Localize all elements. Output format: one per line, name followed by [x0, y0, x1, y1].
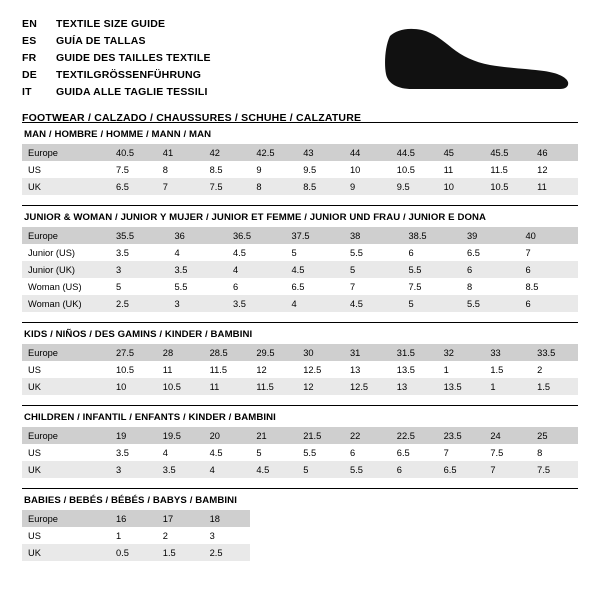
cell: 0.5	[110, 544, 157, 561]
cell: 4.5	[250, 461, 297, 478]
cell: 8	[467, 281, 473, 292]
cell: 44	[344, 144, 391, 161]
cell: 45.5	[484, 144, 531, 161]
row-label: Woman (UK)	[22, 295, 110, 312]
section-title: BABIES / BEBÉS / BÉBÉS / BABYS / BAMBINI	[22, 488, 578, 510]
cell: 10.5	[116, 364, 135, 375]
cell: 31	[344, 344, 391, 361]
cell: 8.5	[209, 164, 223, 175]
cell-empty	[438, 510, 485, 527]
cell: 36	[169, 227, 228, 244]
cell-empty	[438, 527, 485, 544]
cell: 21.5	[297, 427, 344, 444]
cell: 3	[110, 261, 169, 278]
cell: 33.5	[531, 344, 578, 361]
cell: 7.5	[204, 178, 251, 195]
language-title: GUIDE DES TAILLES TEXTILE	[56, 52, 211, 64]
cell: 12.5	[344, 378, 391, 395]
cell-empty	[484, 544, 531, 561]
cell: 7.5	[408, 281, 422, 292]
cell: 6	[408, 247, 414, 258]
cell: 38.5	[403, 227, 462, 244]
cell: 25	[531, 427, 578, 444]
cell: 10	[438, 178, 485, 195]
row-label: Junior (US)	[28, 247, 76, 258]
cell: 9.5	[303, 164, 317, 175]
cell: 24	[484, 427, 531, 444]
cell: 3.5	[116, 247, 129, 258]
cell: 43	[297, 144, 344, 161]
cell: 44.5	[391, 144, 438, 161]
cell: 11.5	[250, 378, 297, 395]
table-row	[22, 295, 578, 312]
cell: 7	[525, 247, 531, 258]
cell: 3.5	[116, 447, 129, 458]
size-table-babies	[22, 510, 578, 561]
language-code: FR	[22, 52, 37, 64]
cell: 8.5	[297, 178, 344, 195]
row-label: Junior (UK)	[22, 261, 110, 278]
cell: 6	[233, 281, 239, 292]
cell: 39	[461, 227, 520, 244]
row-label: Europe	[22, 227, 110, 244]
cell: 5.5	[461, 295, 520, 312]
cell-empty	[250, 510, 297, 527]
table-row	[22, 361, 578, 378]
cell: 19.5	[157, 427, 204, 444]
cell: 12	[256, 364, 267, 375]
cell: 41	[157, 144, 204, 161]
cell: 11	[162, 364, 173, 375]
cell: 28	[157, 344, 204, 361]
cell: 30	[297, 344, 344, 361]
cell: 7.5	[531, 461, 578, 478]
cell: 10.5	[484, 178, 531, 195]
row-label: Europe	[22, 144, 110, 161]
cell: 7.5	[490, 447, 504, 458]
cell-empty	[250, 527, 297, 544]
language-code: ES	[22, 35, 37, 47]
cell: 17	[157, 510, 204, 527]
cell: 6	[391, 461, 438, 478]
cell-empty	[344, 544, 391, 561]
cell: 31.5	[391, 344, 438, 361]
cell: 5	[256, 447, 262, 458]
cell-empty	[297, 527, 344, 544]
cell: 36.5	[227, 227, 286, 244]
cell: 6.5	[291, 281, 305, 292]
cell: 5	[291, 247, 297, 258]
cell: 4	[286, 295, 345, 312]
cell: 28.5	[204, 344, 251, 361]
cell: 5	[116, 281, 122, 292]
table-row	[22, 378, 578, 395]
cell: 7.5	[116, 164, 129, 175]
cell: 1	[116, 530, 122, 541]
cell: 12	[537, 164, 548, 175]
cell-empty	[391, 527, 438, 544]
cell: 8	[162, 164, 168, 175]
row-label: US	[28, 364, 41, 375]
cell: 4	[162, 447, 168, 458]
table-row	[22, 278, 578, 295]
cell: 22.5	[391, 427, 438, 444]
table-row	[22, 527, 578, 544]
cell: 35.5	[110, 227, 169, 244]
cell: 6.5	[467, 247, 480, 258]
cell: 6.5	[396, 447, 410, 458]
cell-empty	[344, 510, 391, 527]
cell: 7	[443, 447, 449, 458]
table-row	[22, 178, 578, 195]
cell: 2	[162, 530, 168, 541]
cell: 23.5	[438, 427, 485, 444]
cell: 13.5	[438, 378, 485, 395]
cell: 21	[250, 427, 297, 444]
row-label: Europe	[22, 344, 110, 361]
cell: 27.5	[110, 344, 157, 361]
section-children	[22, 405, 578, 478]
cell: 10.5	[396, 164, 415, 175]
cell: 4.5	[209, 447, 223, 458]
cell: 18	[204, 510, 251, 527]
cell: 40.5	[110, 144, 157, 161]
cell: 11	[204, 378, 251, 395]
cell: 38	[344, 227, 403, 244]
language-code: DE	[22, 69, 37, 81]
cell: 6.5	[438, 461, 485, 478]
cell: 42.5	[250, 144, 297, 161]
table-row	[22, 544, 578, 561]
cell: 3.5	[157, 461, 204, 478]
size-table-man	[22, 144, 578, 195]
cell: 12.5	[303, 364, 322, 375]
cell: 2	[537, 364, 543, 375]
cell: 5	[344, 261, 403, 278]
cell: 4	[174, 247, 180, 258]
cell-empty	[297, 510, 344, 527]
row-label: UK	[22, 178, 110, 195]
size-table-children	[22, 427, 578, 478]
dress-shoe-icon	[382, 24, 572, 94]
cell: 29.5	[250, 344, 297, 361]
cell: 11.5	[490, 164, 508, 175]
table-row	[22, 144, 578, 161]
cell: 5.5	[350, 247, 363, 258]
cell: 3	[110, 461, 157, 478]
cell: 7	[484, 461, 531, 478]
row-label: US	[28, 447, 41, 458]
cell-empty	[391, 510, 438, 527]
table-row	[22, 344, 578, 361]
cell: 6.5	[110, 178, 157, 195]
cell: 3.5	[169, 261, 228, 278]
cell: 6	[461, 261, 520, 278]
cell: 4.5	[233, 247, 246, 258]
cell: 22	[344, 427, 391, 444]
cell: 3.5	[227, 295, 286, 312]
cell: 3	[169, 295, 228, 312]
cell-empty	[297, 544, 344, 561]
cell: 11	[443, 164, 454, 175]
table-row	[22, 510, 578, 527]
language-title: TEXTILE SIZE GUIDE	[56, 18, 166, 30]
cell: 20	[204, 427, 251, 444]
cell: 1.5	[531, 378, 578, 395]
cell: 10	[110, 378, 157, 395]
cell: 32	[438, 344, 485, 361]
cell: 6	[349, 447, 356, 458]
cell: 42	[204, 144, 251, 161]
section-kids	[22, 322, 578, 395]
cell: 33	[484, 344, 531, 361]
language-title: GUÍA DE TALLAS	[56, 35, 146, 47]
cell-empty	[438, 544, 485, 561]
cell: 12	[297, 378, 344, 395]
cell: 4	[227, 261, 286, 278]
cell-empty	[250, 544, 297, 561]
row-label: UK	[22, 378, 110, 395]
cell: 7	[350, 281, 356, 292]
cell: 46	[531, 144, 578, 161]
language-title: GUIDA ALLE TAGLIE TESSILI	[56, 86, 208, 98]
cell: 9	[256, 164, 262, 175]
cell: 13	[391, 378, 438, 395]
cell-empty	[484, 527, 531, 544]
cell: 4	[204, 461, 251, 478]
cell-empty	[531, 510, 578, 527]
cell: 13	[349, 364, 361, 375]
row-label: US	[28, 530, 41, 541]
cell: 10.5	[157, 378, 204, 395]
cell-empty	[391, 544, 438, 561]
cell: 45	[438, 144, 485, 161]
cell-empty	[484, 510, 531, 527]
section-babies	[22, 488, 578, 561]
language-code: EN	[22, 18, 37, 30]
table-row	[22, 427, 578, 444]
table-row	[22, 161, 578, 178]
cell: 2.5	[204, 544, 251, 561]
cell: 37.5	[286, 227, 345, 244]
cell: 8.5	[525, 281, 539, 292]
table-row	[22, 227, 578, 244]
row-label: Europe	[22, 510, 110, 527]
size-table-kids	[22, 344, 578, 395]
cell: 5.5	[303, 447, 317, 458]
cell-empty	[344, 527, 391, 544]
table-row	[22, 244, 578, 261]
cell-empty	[531, 527, 578, 544]
section-title: CHILDREN / INFANTIL / ENFANTS / KINDER / BAMBINI	[22, 405, 578, 427]
cell: 6	[520, 261, 579, 278]
table-row	[22, 444, 578, 461]
cell: 9.5	[391, 178, 438, 195]
section-man	[22, 122, 578, 195]
size-tables	[0, 122, 600, 561]
row-label: Europe	[22, 427, 110, 444]
cell: 5.5	[344, 461, 391, 478]
cell: 7	[157, 178, 204, 195]
cell: 8	[537, 447, 543, 458]
cell: 10	[349, 164, 361, 175]
cell: 4.5	[344, 295, 403, 312]
cell: 11	[531, 178, 578, 195]
cell: 1	[484, 378, 531, 395]
cell: 13.5	[396, 364, 415, 375]
cell: 40	[520, 227, 579, 244]
language-title: TEXTILGRÖSSENFÜHRUNG	[56, 69, 202, 81]
section-title: JUNIOR & WOMAN / JUNIOR Y MUJER / JUNIOR ET FEMME / JUNIOR UND FRAU / JUNIOR E DONA	[22, 205, 578, 227]
row-label: Woman (US)	[28, 281, 82, 292]
row-label: UK	[22, 544, 110, 561]
row-label: US	[28, 164, 41, 175]
cell: 1	[443, 364, 449, 375]
section-title: MAN / HOMBRE / HOMME / MANN / MAN	[22, 122, 578, 144]
cell: 5	[403, 295, 462, 312]
cell: 5.5	[174, 281, 188, 292]
cell: 1.5	[157, 544, 204, 561]
cell: 1.5	[490, 364, 504, 375]
cell: 2.5	[110, 295, 169, 312]
cell: 4.5	[286, 261, 345, 278]
table-row	[22, 261, 578, 278]
cell: 19	[110, 427, 157, 444]
language-code: IT	[22, 86, 32, 98]
cell: 3	[209, 530, 215, 541]
cell: 9	[344, 178, 391, 195]
cell-empty	[531, 544, 578, 561]
section-junior-woman	[22, 205, 578, 312]
row-label: UK	[22, 461, 110, 478]
category-heading: FOOTWEAR / CALZADO / CHAUSSURES / SCHUHE / CALZATURE	[22, 112, 362, 124]
cell: 5.5	[403, 261, 462, 278]
cell: 6	[520, 295, 579, 312]
size-table-junior-woman	[22, 227, 578, 312]
table-row	[22, 461, 578, 478]
document-header	[0, 0, 600, 124]
section-title: KIDS / NIÑOS / DES GAMINS / KINDER / BAMBINI	[22, 322, 578, 344]
cell: 16	[110, 510, 157, 527]
cell: 5	[297, 461, 344, 478]
cell: 11.5	[209, 364, 227, 375]
cell: 8	[250, 178, 297, 195]
